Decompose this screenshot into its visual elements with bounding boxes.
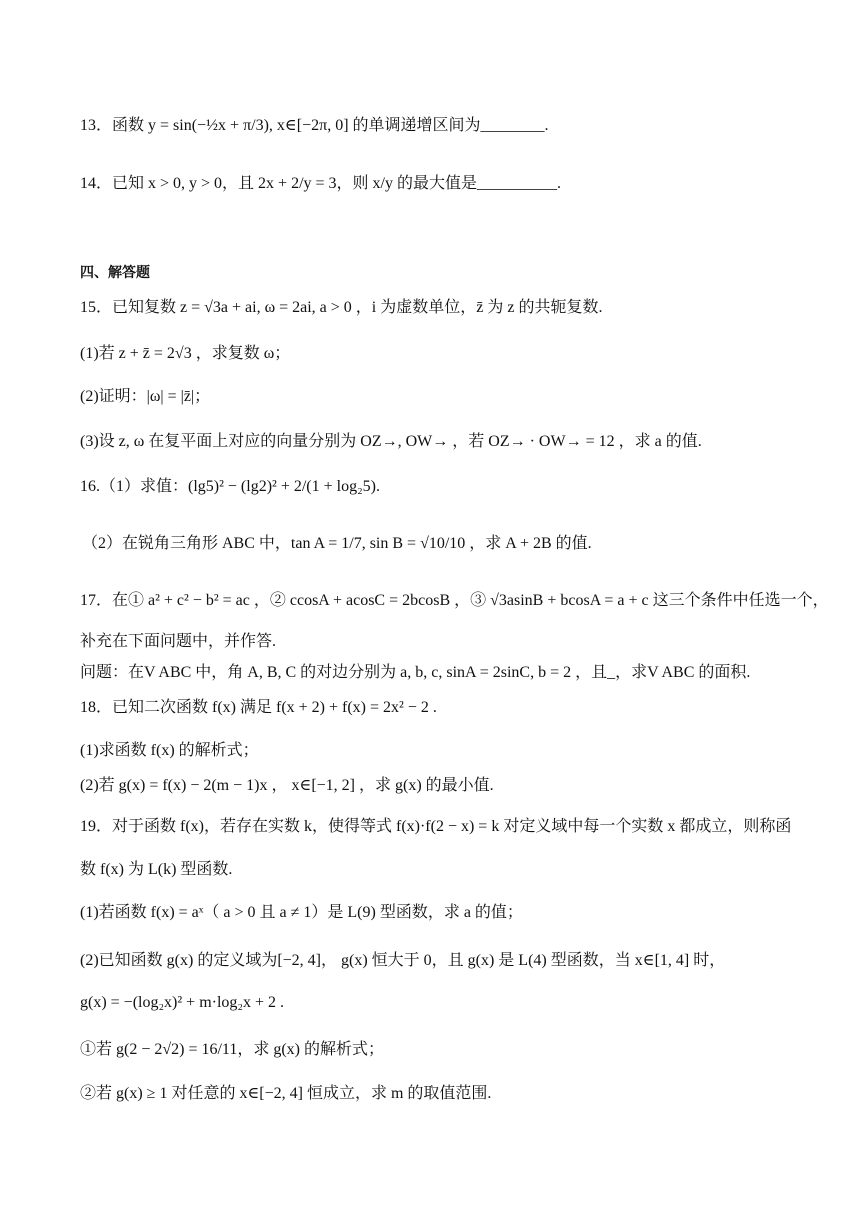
- problem-14: 14．已知 x > 0, y > 0，且 2x + 2/y = 3，则 x/y 的最大值是__________.: [80, 175, 561, 192]
- problem-18-part1: (1)求函数 f(x) 的解析式；: [80, 742, 259, 759]
- problem-13: 13．函数 y = sin(−½x + π/3), x∈[−2π, 0] 的单调递增区间为________.: [80, 117, 549, 134]
- problem-15-part3: (3)设 z, ω 在复平面上对应的向量分别为 OZ→, OW→ ，若 OZ→ · OW→ = 12 ，求 a 的值.: [80, 433, 702, 450]
- problem-15-part1: (1)若 z + z̄ = 2√3 ，求复数 ω；: [80, 345, 291, 362]
- section-heading: 四、解答题: [80, 265, 150, 281]
- problem-17-line1: 17．在① a² + c² − b² = ac ，② ccosA + acosC = 2bcosB ，③ √3asinB + bcosA = a + c 这三个条件中任选一个，: [80, 592, 829, 609]
- problem-19-line1: 19．对于函数 f(x)，若存在实数 k，使得等式 f(x)·f(2 − x) = k 对定义域中每一个实数 x 都成立，则称函: [80, 818, 792, 835]
- problem-19-part2-b: ②若 g(x) ≥ 1 对任意的 x∈[−2, 4] 恒成立，求 m 的取值范围.: [80, 1085, 492, 1102]
- problem-18-part2: (2)若 g(x) = f(x) − 2(m − 1)x ， x∈[−1, 2] ，求 g(x) 的最小值.: [80, 777, 494, 794]
- problem-19-part2-line1: (2)已知函数 g(x) 的定义域为[−2, 4]， g(x) 恒大于 0，且 g(x) 是 L(4) 型函数，当 x∈[1, 4] 时，: [80, 952, 726, 969]
- problem-16-part2: （2）在锐角三角形 ABC 中，tan A = 1/7, sin B = √10/10 ，求 A + 2B 的值.: [82, 535, 592, 552]
- problem-15-part2: (2)证明：|ω| = |z̄|；: [80, 388, 211, 405]
- problem-17-line2: 补充在下面问题中，并作答.: [80, 633, 277, 650]
- problem-19-part1: (1)若函数 f(x) = aˣ（ a > 0 且 a ≠ 1）是 L(9) 型函数，求 a 的值；: [80, 904, 523, 921]
- problem-19-line2: 数 f(x) 为 L(k) 型函数.: [80, 861, 233, 878]
- problem-19-part2-a: ①若 g(2 − 2√2) = 16/11，求 g(x) 的解析式；: [80, 1041, 384, 1058]
- problem-19-part2-line2: g(x) = −(log₂x)² + m·log₂x + 2 .: [80, 994, 285, 1011]
- problem-15-stem: 15．已知复数 z = √3a + ai, ω = 2ai, a > 0 ，i 为虚数单位，z̄ 为 z 的共轭复数.: [80, 299, 603, 316]
- problem-16-part1: 16.（1）求值：(lg5)² − (lg2)² + 2/(1 + log₂5).: [80, 478, 380, 495]
- problem-17-line3: 问题：在V ABC 中，角 A, B, C 的对边分别为 a, b, c, sinA = 2sinC, b = 2 ，且_，求V ABC 的面积.: [80, 664, 751, 681]
- problem-18-stem: 18．已知二次函数 f(x) 满足 f(x + 2) + f(x) = 2x² − 2 .: [80, 699, 437, 716]
